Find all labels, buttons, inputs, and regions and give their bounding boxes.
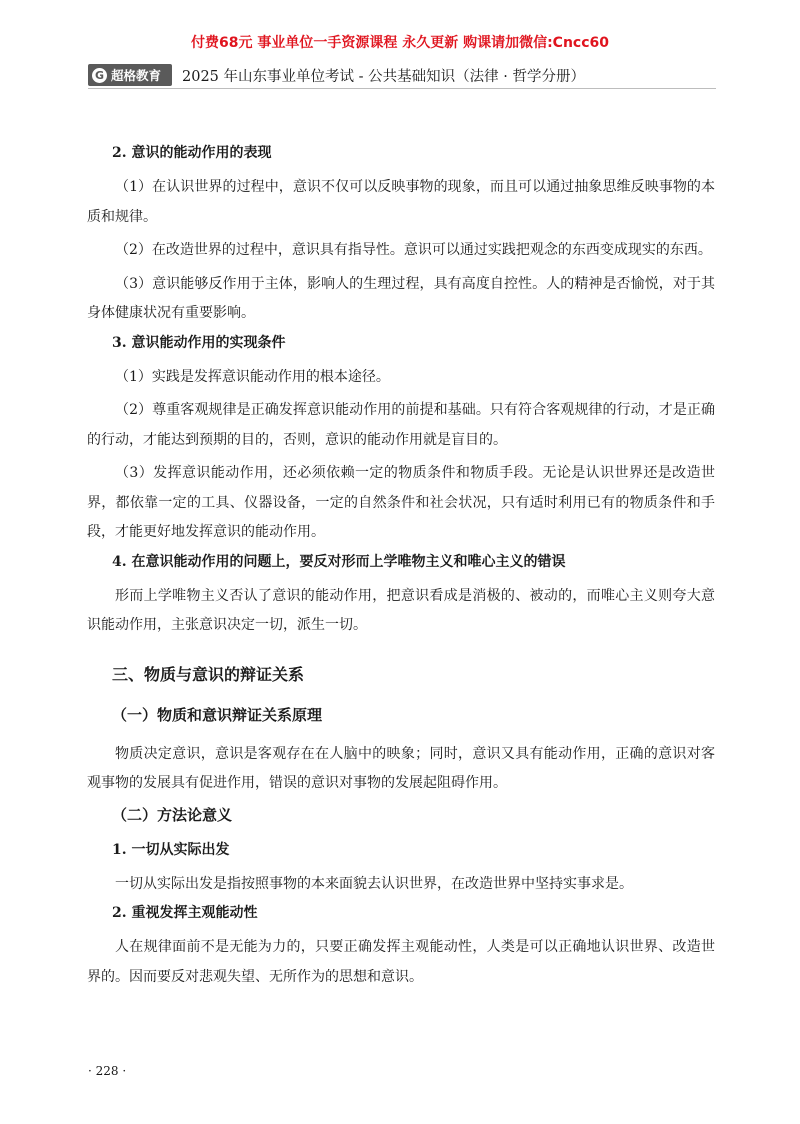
paragraph: （2）尊重客观规律是正确发挥意识能动作用的前提和基础。只有符合客观规律的行动，才是正确的行动，才能达到预期的目的，否则，意识的能动作用就是盲目的。 [87,402,715,448]
paragraph: （1）实践是发挥意识能动作用的根本途径。 [115,368,390,385]
subchapter-heading: （二）方法论意义 [112,805,233,824]
publisher-logo [88,64,172,86]
chapter-heading: 三、物质与意识的辩证关系 [112,664,305,684]
paragraph: （2）在改造世界的过程中，意识具有指导性。意识可以通过实践把观念的东西变成现实的东西。 [115,242,712,258]
running-header-title: 2025 年山东事业单位考试 - 公共基础知识（法律 · 哲学分册） [182,68,585,85]
section-heading: 4. 在意识能动作用的问题上，要反对形而上学唯物主义和唯心主义的错误 [112,553,566,570]
paragraph: 人在规律面前不是无能为力的，只要正确发挥主观能动性，人类是可以正确地认识世界、改造世界的。因而要反对悲观失望、无所作为的思想和意识。 [87,939,715,985]
paragraph: 物质决定意识，意识是客观存在在人脑中的映象；同时，意识又具有能动作用，正确的意识对客观事物的发展具有促进作用，错误的意识对事物的发展起阻碍作用。 [87,745,715,791]
promo-banner: 付费68元 事业单位一手资源课程 永久更新 购课请加微信:Cncc60 [190,35,610,51]
paragraph: （1）在认识世界的过程中，意识不仅可以反映事物的现象，而且可以通过抽象思维反映事物的本质和规律。 [87,179,715,225]
header-divider [88,88,716,89]
subchapter-heading: （一）物质和意识辩证关系原理 [112,705,323,724]
section-heading: 1. 一切从实际出发 [112,841,230,858]
paragraph: （3）发挥意识能动作用，还必须依赖一定的物质条件和物质手段。无论是认识世界还是改造世界，都依靠一定的工具、仪器设备，一定的自然条件和社会状况，只有适时利用已有的物质条件和手段，才能更好地发挥意识的能动作用。 [87,465,715,540]
page-body [87,143,715,996]
section-heading: 2. 意识的能动作用的表现 [112,145,272,161]
page-header [88,64,585,86]
paragraph: 形而上学唯物主义否认了意识的能动作用，把意识看成是消极的、被动的，而唯心主义则夸大意识能动作用，主张意识决定一切，派生一切。 [87,587,715,633]
logo-icon: G [92,68,107,83]
paragraph: （3）意识能够反作用于主体，影响人的生理过程，具有高度自控性。人的精神是否愉悦，对于其身体健康状况有重要影响。 [87,275,715,321]
section-heading: 2. 重视发挥主观能动性 [112,905,258,921]
logo-text: 超格教育 [111,68,162,83]
page-number: · 228 · [88,1064,127,1078]
section-heading: 3. 意识能动作用的实现条件 [112,334,286,351]
paragraph: 一切从实际出发是指按照事物的本来面貌去认识世界，在改造世界中坚持实事求是。 [115,875,633,892]
